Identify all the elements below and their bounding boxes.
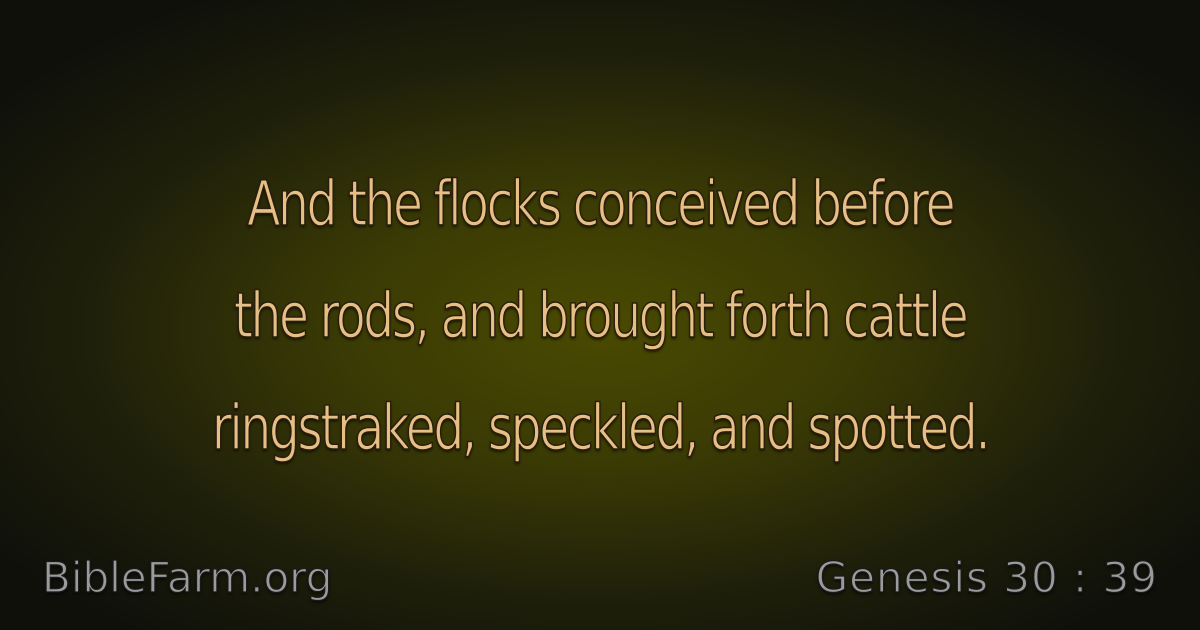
site-name: BibleFarm.org <box>42 553 333 602</box>
verse-line-2: the rods, and brought forth cattle <box>233 279 967 352</box>
verse-text <box>107 148 1093 484</box>
verse-line-1: And the flocks conceived before <box>246 167 954 240</box>
verse-reference: Genesis 30 : 39 <box>815 553 1158 602</box>
verse-line-3: ringstraked, speckled, and spotted. <box>211 391 989 464</box>
